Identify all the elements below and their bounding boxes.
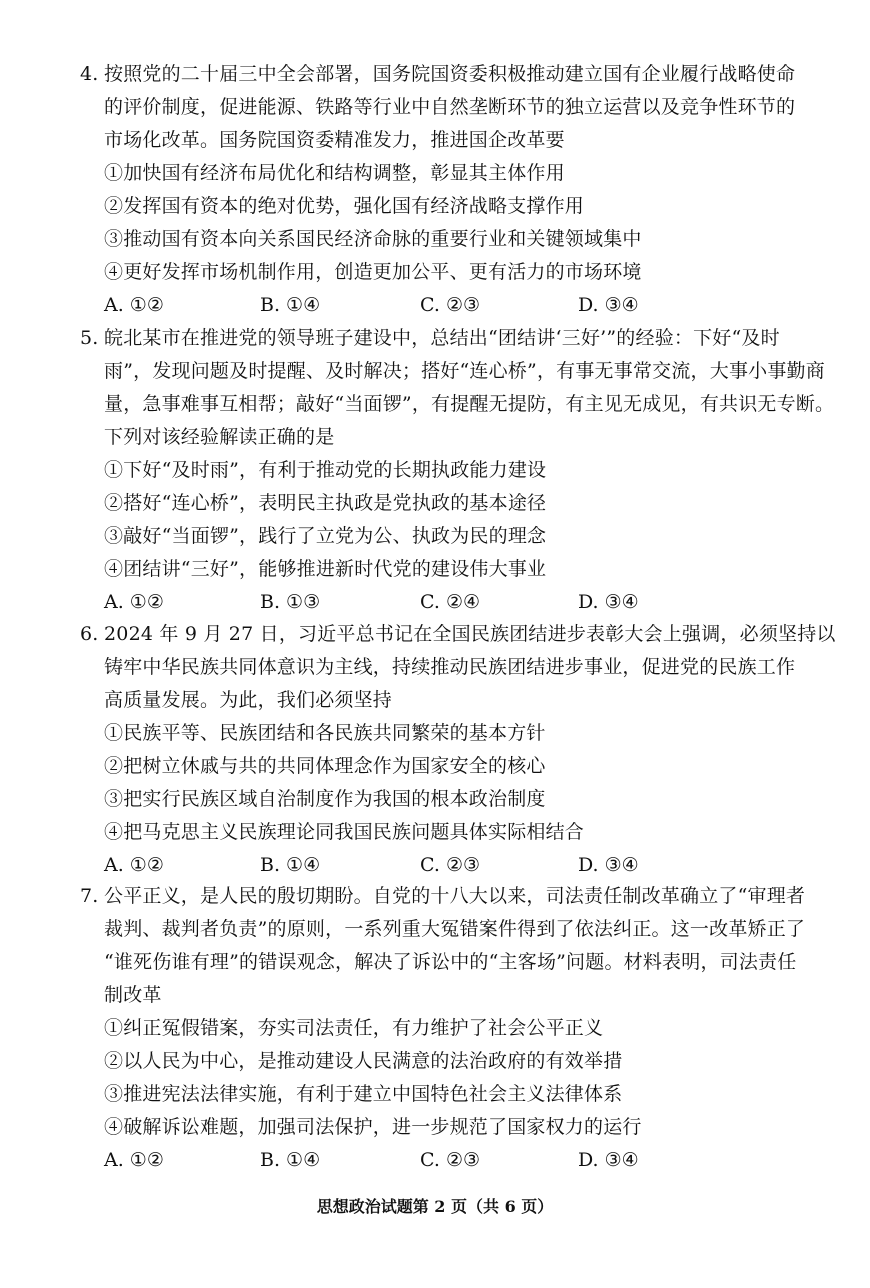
- option-1: ①纠正冤假错案，夯实司法责任，有力维护了社会公平正义: [104, 1017, 604, 1039]
- question-stem-line: 量，急事难事互相帮；敲好“当面锣”，有提醒无提防，有主见无成见，有共识无专断。: [104, 393, 835, 415]
- question-4: [80, 58, 800, 322]
- question-stem-line: 制改革: [104, 984, 162, 1006]
- question-stem-line: 4. 按照党的二十届三中全会部署，国务院国资委积极推动建立国有企业履行战略使命: [80, 58, 800, 91]
- choice-b: B. ①④: [260, 294, 321, 316]
- choice-d: D. ③④: [578, 591, 639, 613]
- choice-d: D. ③④: [578, 854, 639, 876]
- question-stem-line: 铸牢中华民族共同体意识为主线，持续推动民族团结进步事业，促进党的民族工作: [104, 656, 796, 678]
- option-1: ①下好“及时雨”，有利于推动党的长期执政能力建设: [104, 459, 547, 481]
- question-stem-line: 雨”，发现问题及时提醒、及时解决；搭好“连心桥”，有事无事常交流，大事小事勤商: [104, 360, 825, 382]
- question-6: [80, 618, 836, 882]
- choice-c: C. ②③: [420, 854, 481, 876]
- choice-b: B. ①④: [260, 854, 321, 876]
- answer-choices: [80, 289, 800, 322]
- option-1: ①加快国有经济布局优化和结构调整，彰显其主体作用: [104, 162, 565, 184]
- question-stem-line: 高质量发展。为此，我们必须坚持: [104, 689, 393, 711]
- answer-choices: [80, 849, 800, 882]
- question-number: 4.: [80, 63, 99, 85]
- question-stem-line: 的评价制度，促进能源、铁路等行业中自然垄断环节的独立运营以及竞争性环节的: [104, 96, 796, 118]
- choice-a: A. ①②: [104, 854, 164, 876]
- option-4: ④更好发挥市场机制作用，创造更加公平、更有活力的市场环境: [104, 261, 642, 283]
- question-stem-line: 市场化改革。国务院国资委精准发力，推进国企改革要: [104, 129, 565, 151]
- question-5: [80, 322, 835, 619]
- question-stem-line: 下列对该经验解读正确的是: [104, 426, 335, 448]
- option-3: ③推动国有资本向关系国民经济命脉的重要行业和关键领域集中: [104, 228, 642, 250]
- option-2: ②发挥国有资本的绝对优势，强化国有经济战略支撑作用: [104, 195, 585, 217]
- choice-d: D. ③④: [578, 1149, 639, 1171]
- option-3: ③把实行民族区域自治制度作为我国的根本政治制度: [104, 788, 546, 810]
- question-stem-line: 6. 2024 年 9 月 27 日，习近平总书记在全国民族团结进步表彰大会上强调，必须坚持以: [80, 618, 800, 651]
- choice-b: B. ①③: [260, 591, 321, 613]
- option-2: ②以人民为中心，是推动建设人民满意的法治政府的有效举措: [104, 1050, 623, 1072]
- question-stem-line: 裁判、裁判者负责”的原则，一系列重大冤错案件得到了依法纠正。这一改革矫正了: [104, 918, 806, 940]
- option-3: ③敲好“当面锣”，践行了立党为公、执政为民的理念: [104, 525, 547, 547]
- question-stem-line: “谁死伤谁有理”的错误观念，解决了诉讼中的“主客场”问题。材料表明，司法责任: [104, 951, 797, 973]
- choice-a: A. ①②: [104, 1149, 164, 1171]
- choice-c: C. ②③: [420, 1149, 481, 1171]
- choice-b: B. ①④: [260, 1149, 321, 1171]
- option-4: ④把马克思主义民族理论同我国民族问题具体实际相结合: [104, 821, 585, 843]
- question-stem-line: 7. 公平正义，是人民的殷切期盼。自党的十八大以来，司法责任制改革确立了“审理者: [80, 880, 800, 913]
- choice-a: A. ①②: [104, 591, 164, 613]
- page-footer: 思想政治试题第 2 页（共 6 页）: [316, 1197, 554, 1216]
- answer-choices: [80, 586, 800, 619]
- option-2: ②搭好“连心桥”，表明民主执政是党执政的基本途径: [104, 492, 547, 514]
- option-1: ①民族平等、民族团结和各民族共同繁荣的基本方针: [104, 722, 546, 744]
- question-number: 6.: [80, 623, 99, 645]
- choice-c: C. ②③: [420, 294, 481, 316]
- question-7: [80, 880, 806, 1177]
- question-number: 7.: [80, 885, 99, 907]
- answer-choices: [80, 1144, 800, 1177]
- option-3: ③推进宪法法律实施，有利于建立中国特色社会主义法律体系: [104, 1083, 623, 1105]
- choice-c: C. ②④: [420, 591, 481, 613]
- option-4: ④破解诉讼难题，加强司法保护，进一步规范了国家权力的运行: [104, 1116, 642, 1138]
- option-2: ②把树立休戚与共的共同体理念作为国家安全的核心: [104, 755, 546, 777]
- option-4: ④团结讲“三好”，能够推进新时代党的建设伟大事业: [104, 558, 547, 580]
- question-stem-line: 5. 皖北某市在推进党的领导班子建设中，总结出“团结讲‘三好’”的经验：下好“及时: [80, 322, 800, 355]
- choice-d: D. ③④: [578, 294, 639, 316]
- question-number: 5.: [80, 327, 99, 349]
- choice-a: A. ①②: [104, 294, 164, 316]
